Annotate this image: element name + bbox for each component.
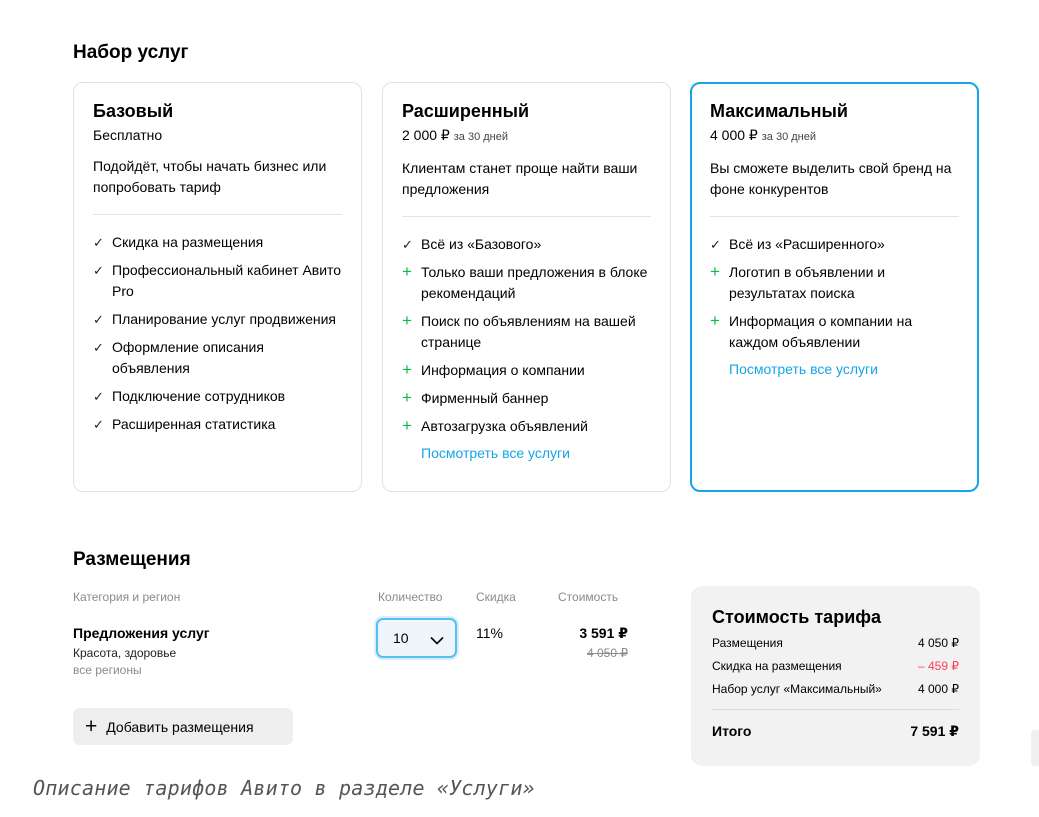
divider xyxy=(402,216,651,217)
feature-item: ✓ Профессиональный кабинет Авито Pro xyxy=(93,262,342,299)
tariff-price: 2 000 ₽ за 30 дней xyxy=(402,127,508,143)
check-icon: ✓ xyxy=(710,237,721,252)
add-placement-button[interactable] xyxy=(73,708,293,745)
plus-icon: + xyxy=(402,388,412,407)
tariff-name: Базовый xyxy=(93,101,174,121)
check-icon: ✓ xyxy=(93,340,104,355)
tariff-name: Максимальный xyxy=(710,101,848,121)
feature-item: ✓ Скидка на размещения xyxy=(93,232,342,253)
feature-item: ✓ Планирование услуг продвижения xyxy=(93,309,342,330)
tariff-price: Бесплатно xyxy=(93,127,163,143)
image-caption: Описание тарифов Авито в разделе «Услуги» xyxy=(33,776,535,800)
column-header-cost: Стоимость xyxy=(558,590,619,604)
check-icon: ✓ xyxy=(402,237,413,252)
check-icon: ✓ xyxy=(93,235,104,250)
summary-row: Размещения 4 050 ₽ xyxy=(712,636,959,650)
check-icon: ✓ xyxy=(93,312,104,327)
plus-icon: + xyxy=(402,416,412,435)
summary-total: Итого 7 591 ₽ xyxy=(712,723,959,739)
feature-list xyxy=(710,234,959,353)
column-header-quantity: Количество xyxy=(378,590,443,604)
tariff-card-max[interactable] xyxy=(690,82,979,492)
tariff-price: 4 000 ₽ за 30 дней xyxy=(710,127,816,143)
add-placement-label: Добавить размещения xyxy=(106,718,254,735)
feature-item: + Информация о компании на каждом объявлении xyxy=(710,311,913,350)
feature-item: + Фирменный баннер xyxy=(402,388,549,407)
divider xyxy=(93,214,342,215)
feature-list xyxy=(93,232,342,435)
plus-icon: + xyxy=(402,262,412,281)
see-all-services-link[interactable]: Посмотреть все услуги xyxy=(421,445,570,461)
summary-title: Стоимость тарифа xyxy=(712,607,882,627)
quantity-select[interactable] xyxy=(376,618,457,658)
feature-item: + Только ваши предложения в блоке рекомендаций xyxy=(402,262,648,301)
feature-item: ✓ Расширенная статистика xyxy=(93,414,342,435)
feature-item: + Автозагрузка объявлений xyxy=(402,416,588,435)
quantity-value: 10 xyxy=(393,630,409,646)
feature-item: + Логотип в объявлении и результатах поиска xyxy=(710,262,886,301)
tariff-card-extended[interactable] xyxy=(382,82,671,492)
plus-icon: + xyxy=(710,262,720,281)
divider xyxy=(710,216,959,217)
see-all-services-link[interactable]: Посмотреть все услуги xyxy=(729,361,878,377)
tariff-description: Подойдёт, чтобы начать бизнес или попробовать тариф xyxy=(93,158,327,195)
check-icon: ✓ xyxy=(93,263,104,278)
chevron-down-icon xyxy=(430,633,444,649)
plus-icon: + xyxy=(710,311,720,330)
placement-title: Предложения услуг xyxy=(73,625,210,641)
placement-cost: 3 591 ₽ xyxy=(579,625,628,641)
tariff-name: Расширенный xyxy=(402,101,530,121)
feature-item: + Поиск по объявлениям на вашей странице xyxy=(402,311,636,350)
column-header-discount: Скидка xyxy=(476,590,516,604)
feature-item: ✓ Оформление описания объявления xyxy=(93,339,264,376)
tariff-cost-summary xyxy=(691,586,980,766)
check-icon: ✓ xyxy=(93,417,104,432)
feature-list xyxy=(402,234,651,437)
tariff-card-basic[interactable] xyxy=(73,82,362,492)
tariff-description: Клиентам станет проще найти ваши предложения xyxy=(402,160,638,197)
feature-item: + Информация о компании xyxy=(402,360,585,379)
feature-item: ✓ Всё из «Расширенного» xyxy=(710,234,959,255)
plus-icon: + xyxy=(402,311,412,330)
placements-section-title: Размещения xyxy=(73,549,191,570)
summary-row: Набор услуг «Максимальный» 4 000 ₽ xyxy=(712,682,959,696)
summary-row: Скидка на размещения – 459 ₽ xyxy=(712,659,959,673)
feature-item: ✓ Всё из «Базового» xyxy=(402,234,651,255)
check-icon: ✓ xyxy=(93,389,104,404)
placement-discount: 11% xyxy=(476,625,503,641)
divider xyxy=(712,709,959,710)
plus-icon: + xyxy=(85,714,98,738)
placement-old-cost: 4 050 ₽ xyxy=(587,646,628,660)
services-section-title: Набор услуг xyxy=(73,42,189,63)
column-header-category: Категория и регион xyxy=(73,590,181,604)
placement-category: Красота, здоровье xyxy=(73,646,177,660)
tariff-description: Вы сможете выделить свой бренд на фоне конкурентов xyxy=(710,160,952,197)
plus-icon: + xyxy=(402,360,412,379)
placement-region: все регионы xyxy=(73,663,142,677)
feature-item: ✓ Подключение сотрудников xyxy=(93,386,342,407)
side-panel-tab[interactable] xyxy=(1031,730,1039,766)
